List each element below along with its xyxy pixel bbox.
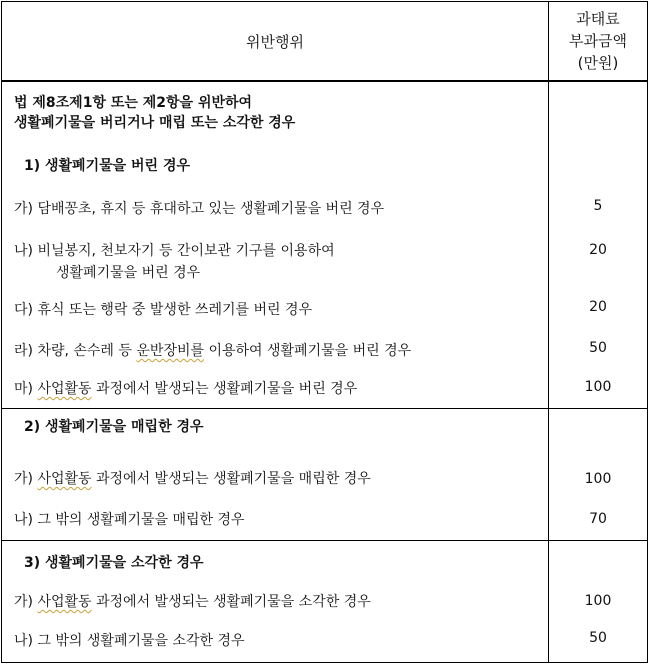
section3-title: 3) 생활폐기물을 소각한 경우 <box>24 555 204 571</box>
item-text-c: 이용하여 생활폐기물을 버린 경우 <box>204 343 412 359</box>
section1-item2 <box>14 240 335 260</box>
item-prefix: 라) <box>14 343 38 359</box>
header-fine-line1: 과태료 <box>576 10 620 28</box>
item-text-b: 운반장비를 <box>136 343 205 359</box>
header-fine-line2: 부과금액 <box>569 32 627 50</box>
section2-item2-amount: 70 <box>589 511 607 527</box>
section3-item2 <box>14 630 245 650</box>
section1-item2-amount: 20 <box>589 242 607 258</box>
law-line2: 생활폐기물을 버리거나 매립 또는 소각한 경우 <box>14 115 296 131</box>
section3-item2-amount: 50 <box>589 630 607 646</box>
section1-item1 <box>14 198 384 218</box>
item-prefix: 나) <box>14 512 38 528</box>
item-text-a: 차량, 손수레 등 <box>37 343 137 359</box>
section1-item5-amount: 100 <box>584 379 612 395</box>
item-text-c: 과정에서 발생되는 생활폐기물을 매립한 경우 <box>91 471 371 487</box>
item-prefix: 가) <box>14 594 38 610</box>
section2-item2 <box>14 509 245 529</box>
section3-item1-amount: 100 <box>584 593 612 609</box>
section-divider-2 <box>2 408 647 409</box>
item-prefix: 나) <box>14 633 38 649</box>
header-fine <box>549 2 647 80</box>
item-text: 그 밖의 생활폐기물을 소각한 경우 <box>37 633 245 649</box>
item-text-c: 과정에서 발생되는 생활폐기물을 버린 경우 <box>91 381 358 397</box>
item-text-a: 사업활동 <box>37 381 92 397</box>
item-prefix: 다) <box>14 302 38 318</box>
header-fine-line3: (만원) <box>577 54 619 72</box>
fine-table <box>1 1 648 663</box>
item-text: 비닐봉지, 천보자기 등 간이보관 기구를 이용하여 <box>37 243 335 259</box>
item-prefix: 가) <box>14 201 38 217</box>
section1-item1-amount: 5 <box>593 198 603 214</box>
section1-title: 1) 생활폐기물을 버린 경우 <box>24 158 191 174</box>
item-prefix: 마) <box>14 381 38 397</box>
header-divider <box>2 80 647 82</box>
section1-item3-amount: 20 <box>589 299 607 315</box>
section1-item4 <box>14 340 411 360</box>
section1-item4-amount: 50 <box>589 340 607 356</box>
item-text: 그 밖의 생활폐기물을 매립한 경우 <box>37 512 245 528</box>
section2-item1 <box>14 468 371 488</box>
section2-item1-amount: 100 <box>584 471 612 487</box>
header-violation <box>2 2 548 80</box>
column-divider <box>548 2 549 662</box>
section3-item1 <box>14 591 371 611</box>
item-text-c: 과정에서 발생되는 생활폐기물을 소각한 경우 <box>91 594 371 610</box>
header-violation-label: 위반행위 <box>246 32 304 51</box>
item-text: 휴식 또는 행락 중 발생한 쓰레기를 버린 경우 <box>37 302 313 318</box>
item-text-a: 사업활동 <box>37 471 92 487</box>
section1-item5 <box>14 378 357 398</box>
section-divider-3 <box>2 540 647 541</box>
section2-title: 2) 생활폐기물을 매립한 경우 <box>24 419 204 435</box>
item-prefix: 나) <box>14 243 38 259</box>
section1-item2-cont: 생활폐기물을 버린 경우 <box>56 265 201 281</box>
law-line1: 법 제8조제1항 또는 제2항을 위반하여 <box>14 95 253 111</box>
section1-item3 <box>14 299 312 319</box>
item-prefix: 가) <box>14 471 38 487</box>
item-text-a: 사업활동 <box>37 594 92 610</box>
item-text: 담배꽁초, 휴지 등 휴대하고 있는 생활폐기물을 버린 경우 <box>37 201 385 217</box>
